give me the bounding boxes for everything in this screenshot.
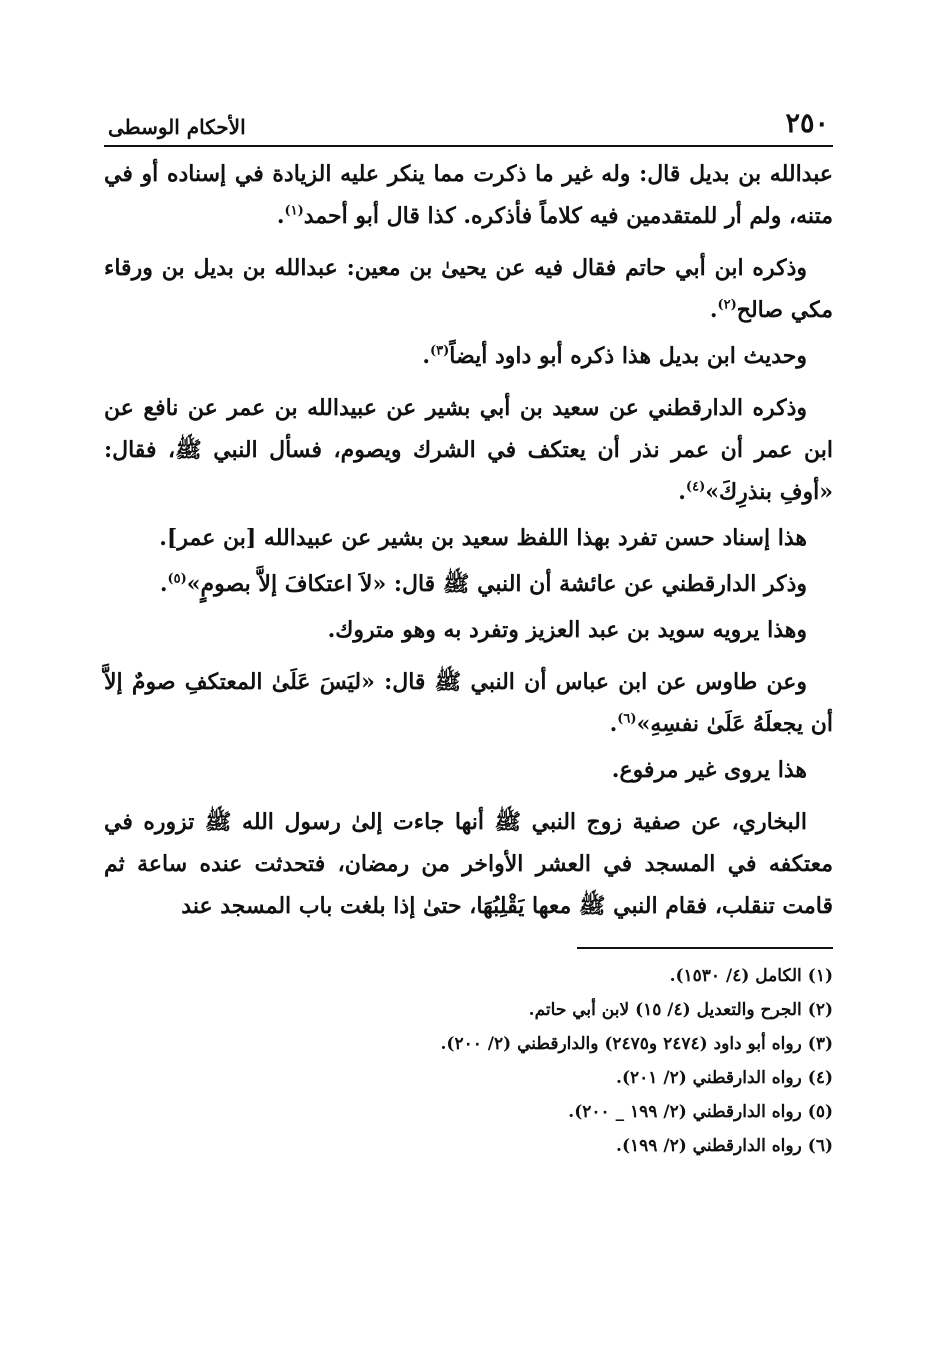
- header-rule: [104, 145, 833, 147]
- footnote-text: رواه أبو داود (٢٤٧٤ و٢٤٧٥) والدارقطني (٢/ ٢٠٠).: [440, 1034, 802, 1054]
- footnote-4: [104, 1061, 833, 1095]
- paragraph-2-text: وذكره ابن أبي حاتم فقال فيه عن يحيىٰ بن معين: عبدالله بن بديل بن ورقاء مكي صالح: [104, 255, 833, 323]
- footnote-3: [104, 1027, 833, 1061]
- paragraph-9-text: هذا يروى غير مرفوع.: [611, 757, 807, 783]
- footnote-text: رواه الدارقطني (٢/ ١٩٩ _ ٢٠٠).: [568, 1102, 802, 1122]
- footnote-ref-5: (٥): [167, 571, 187, 587]
- paragraph-6-text: وذكر الدارقطني عن عائشة أن النبي ﷺ قال: «لاَ اعتكافَ إلاَّ بصومٍ»: [186, 571, 807, 597]
- main-text: [104, 153, 833, 927]
- footnote-6: [104, 1129, 833, 1163]
- footnote-2: [104, 993, 833, 1027]
- footnote-rule: [577, 947, 833, 949]
- paragraph-2: وذكره ابن أبي حاتم فقال فيه عن يحيىٰ بن معين: عبدالله بن بديل بن ورقاء مكي صالح$^{(٢)}$.: [104, 255, 833, 323]
- paragraph-1-text: عبدالله بن بديل قال: وله غير ما ذكرت مما ينكر عليه الزيادة في إسناده أو في متنه، ولم أر للمتقدمين فيه كلاماً فأذكره. كذا قال أبو أحمد: [104, 161, 833, 229]
- paragraph-7-text: وهذا يرويه سويد بن عبد العزيز وتفرد به وهو متروك.: [327, 617, 807, 643]
- footnote-number: (٤): [807, 1068, 833, 1088]
- footnote-ref-4: (٤): [685, 479, 706, 495]
- paragraph-1: عبدالله بن بديل قال: وله غير ما ذكرت مما ينكر عليه الزيادة في إسناده أو في متنه، ولم أر للمتقدمين فيه كلاماً فأذكره. كذا قال أبو أحمد$^{(١)}$.: [104, 161, 833, 229]
- footnote-text: رواه الدارقطني (٢/ ٢٠١).: [616, 1068, 802, 1088]
- footnote-number: (٦): [807, 1136, 833, 1156]
- paragraph-9: [104, 749, 833, 791]
- paragraph-3-text: وحديث ابن بديل هذا ذكره أبو داود أيضاً: [449, 343, 807, 369]
- footnote-number: (٢): [807, 1000, 833, 1020]
- paragraph-7: [104, 609, 833, 651]
- paragraph-8: وعن طاوس عن ابن عباس أن النبي ﷺ قال: «ليَسَ عَلَىٰ المعتكفِ صومٌ إلاَّ أن يجعلَهُ عَلَىٰ نفسِهِ»$^{(٦)}$.: [104, 669, 833, 737]
- running-header: [104, 95, 833, 139]
- footnote-number: (١): [807, 966, 833, 986]
- footnote-number: (٥): [807, 1102, 833, 1122]
- book-page: [104, 95, 833, 1275]
- paragraph-4: وذكره الدارقطني عن سعيد بن أبي بشير عن عبيدالله بن عمر عن نافع عن ابن عمر أن عمر نذر أن يعتكف في الشرك ويصوم، فسأل النبي ﷺ، فقال: «أوفِ بنذرِكَ»$^{(٤)}$.: [104, 395, 833, 505]
- paragraph-5: [104, 517, 833, 559]
- footnote-text: الكامل (٤/ ١٥٣٠).: [669, 966, 802, 986]
- paragraph-4-text: وذكره الدارقطني عن سعيد بن أبي بشير عن عبيدالله بن عمر عن نافع عن ابن عمر أن عمر نذر أن يعتكف في الشرك ويصوم، فسأل النبي ﷺ، فقال: «أوفِ بنذرِكَ»: [104, 395, 833, 505]
- footnote-ref-1: (١): [284, 203, 304, 219]
- paragraph-6: وذكر الدارقطني عن عائشة أن النبي ﷺ قال: «لاَ اعتكافَ إلاَّ بصومٍ»$^{(٥)}$.: [159, 571, 807, 597]
- paragraph-3: وحديث ابن بديل هذا ذكره أبو داود أيضاً$^{(٣)}$.: [422, 343, 807, 369]
- footnote-ref-3: (٣): [430, 343, 450, 359]
- paragraph-5-text: هذا إسناد حسن تفرد بهذا اللفظ سعيد بن بشير عن عبيدالله [بن عمر].: [159, 525, 807, 551]
- footnote-text: رواه الدارقطني (٢/ ١٩٩).: [616, 1136, 802, 1156]
- page-number: ٢٥٠: [785, 108, 829, 139]
- footnote-number: (٣): [807, 1034, 833, 1054]
- footnote-1: [104, 959, 833, 993]
- paragraph-10: [104, 801, 833, 927]
- footnotes: [104, 959, 833, 1163]
- book-title: الأحكام الوسطى: [108, 115, 246, 139]
- paragraph-10-text: البخاري، عن صفية زوج النبي ﷺ أنها جاءت إلىٰ رسول الله ﷺ تزوره في معتكفه في المسجد في العشر الأواخر من رمضان، فتحدثت عنده ساعة ثم قامت تنقلب، فقام النبي ﷺ معها يَقْلِبُهَا، حتىٰ إذا بلغت باب المسجد عند: [104, 809, 833, 919]
- paragraph-8-text: وعن طاوس عن ابن عباس أن النبي ﷺ قال: «ليَسَ عَلَىٰ المعتكفِ صومٌ إلاَّ أن يجعلَهُ عَلَىٰ نفسِهِ»: [104, 669, 833, 737]
- footnote-ref-6: (٦): [617, 711, 637, 727]
- footnote-text: الجرح والتعديل (٤/ ١٥) لابن أبي حاتم.: [528, 1000, 802, 1020]
- footnote-ref-2: (٢): [717, 297, 737, 313]
- footnote-5: [104, 1095, 833, 1129]
